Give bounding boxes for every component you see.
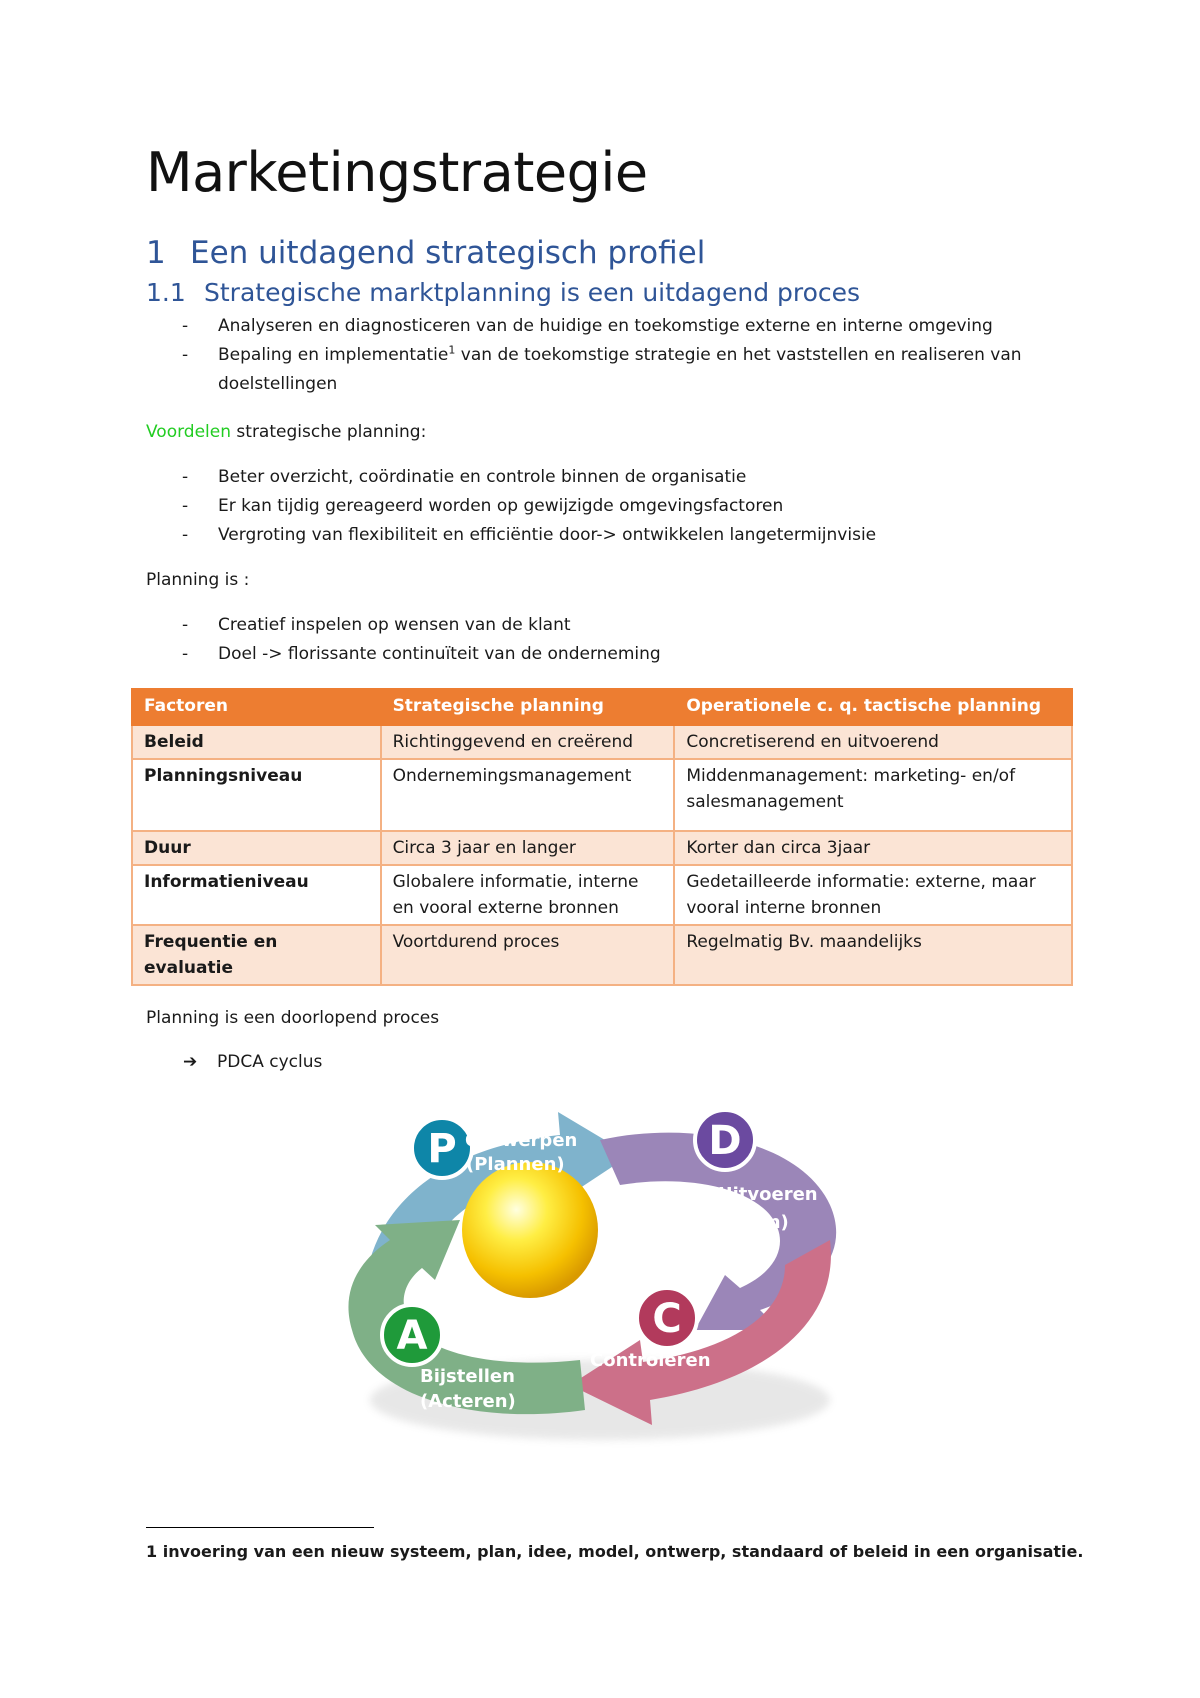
list-item: - Creatief inspelen op wensen van de klant [182,615,571,635]
planning-label: Planning is : [146,570,250,590]
pdca-a-sublabel: (Acteren) [420,1391,516,1412]
table-cell: Informatieniveau [132,865,381,925]
table-header-cell: Operationele c. q. tactische planning [674,689,1072,725]
pdca-c-letter: C [652,1296,682,1342]
pdca-center-sphere [462,1162,598,1298]
table-header-row [132,689,1072,725]
intro-bullet-list [146,312,1076,399]
table-cell: Gedetailleerde informatie: externe, maar vooral interne bronnen [674,865,1072,925]
pdca-a-label: Bijstellen [420,1366,515,1387]
document-title: Marketingstrategie [146,141,648,204]
list-item: - Doel -> florissante continuïteit van de onderneming [182,644,661,664]
list-item: - Analyseren en diagnosticeren van de huidige en toekomstige externe en interne omgeving [182,316,993,336]
table-row [132,925,1072,985]
table-cell: Ondernemingsmanagement [381,759,675,831]
arrow-right-icon: ➔ [183,1052,198,1072]
table-cell: Concretiserend en uitvoerend [674,725,1072,759]
list-item: - Bepaling en implementatie$^1$ van de toekomstige strategie en het vaststellen en realiseren van doelstellingen [182,343,1022,394]
table-row [132,759,1072,831]
table-cell: Duur [132,831,381,865]
table-row [132,725,1072,759]
pdca-p-label: Ontwerpen [465,1130,578,1151]
pdca-a-letter: A [396,1313,428,1359]
process-line: Planning is een doorlopend proces [146,1008,440,1028]
table-cell: Voortdurend proces [381,925,675,985]
table-cell: Richtinggevend en creërend [381,725,675,759]
heading-1 [146,233,705,273]
pdca-p-sublabel: (Plannen) [466,1154,565,1175]
table-cell: Frequentie en evaluatie [132,925,381,985]
heading-1-number: 1 [146,235,166,271]
heading-2-text: Strategische marktplanning is een uitdagend proces [204,278,861,307]
list-item: - Vergroting van flexibiliteit en efficiëntie door-> ontwikkelen langetermijnvisie [182,525,877,545]
pdca-line: ➔ PDCA cyclus [183,1052,323,1072]
table-cell: Circa 3 jaar en langer [381,831,675,865]
benefits-label: Voordelen strategische planning: [146,422,427,442]
table-row [132,831,1072,865]
benefits-highlight: Voordelen [146,422,232,442]
table-row [132,865,1072,925]
footnote: 1 invoering van een nieuw systeem, plan, idee, model, ontwerp, standaard of beleid in een organisatie. [146,1542,1084,1561]
heading-2-number: 1.1 [146,278,186,307]
table-cell: Planningsniveau [132,759,381,831]
heading-2 [146,276,860,310]
pdca-p-letter: P [427,1126,457,1172]
pdca-d-sublabel: (Doen) [720,1212,789,1233]
table-cell: Regelmatig Bv. maandelijks [674,925,1072,985]
table-header-cell: Factoren [132,689,381,725]
table-header-cell: Strategische planning [381,689,675,725]
footnote-ref[interactable]: 1 [448,343,456,357]
benefits-list [146,463,1076,550]
list-item: - Beter overzicht, coördinatie en controle binnen de organisatie [182,467,747,487]
factors-table [131,688,1073,986]
list-item: - Er kan tijdig gereageerd worden op gewijzigde omgevingsfactoren [182,496,784,516]
planning-list [146,611,1076,669]
pdca-d-label: Uitvoeren [718,1184,818,1205]
table-cell: Middenmanagement: marketing- en/of salesmanagement [674,759,1072,831]
table-cell: Globalere informatie, interne en vooral externe bronnen [381,865,675,925]
table-cell: Korter dan circa 3jaar [674,831,1072,865]
footnote-divider [146,1527,374,1528]
heading-1-text: Een uitdagend strategisch profiel [190,235,706,271]
pdca-d-letter: D [708,1118,742,1164]
pdca-cycle-diagram [330,1100,870,1460]
pdca-c-label: Controleren [590,1350,711,1371]
table-cell: Beleid [132,725,381,759]
